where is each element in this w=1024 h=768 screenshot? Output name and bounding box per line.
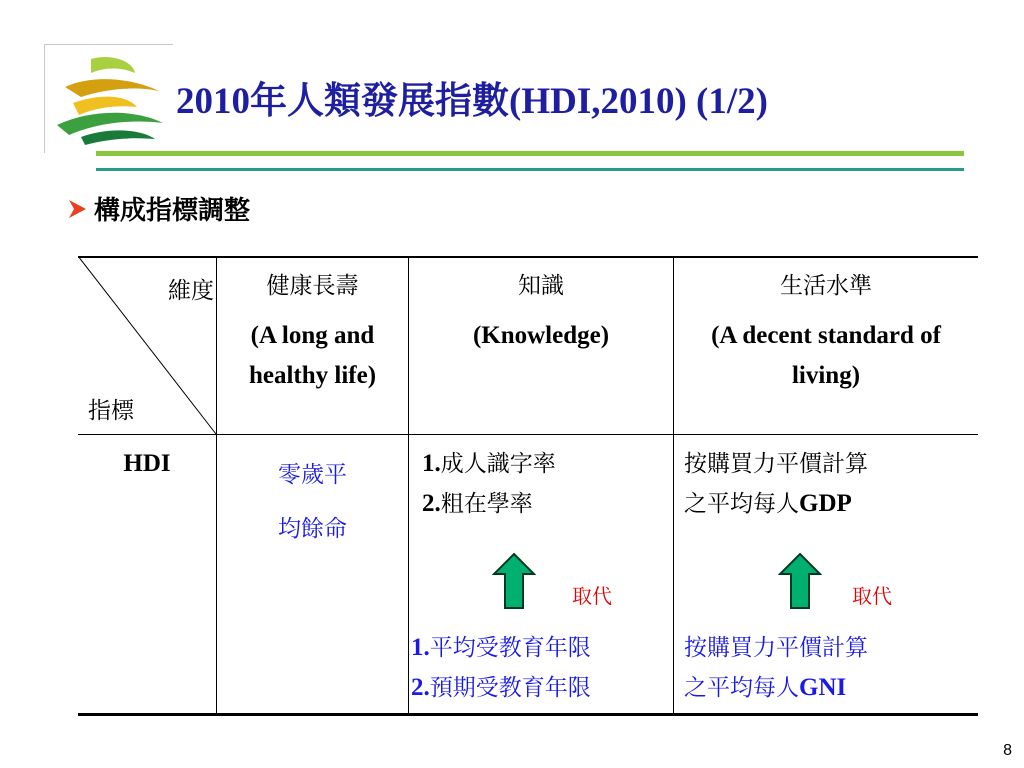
- knowledge-new-indicators: [411, 628, 673, 708]
- divider-green: [96, 151, 964, 156]
- logo: [44, 44, 173, 153]
- bullet-heading: [66, 190, 250, 227]
- up-arrow-icon: [492, 552, 536, 610]
- column-header-health: [217, 270, 408, 396]
- column-header-zh: 知識: [518, 273, 564, 299]
- column-header-zh: 健康長壽: [266, 273, 359, 299]
- knowledge-old-indicators: [422, 444, 672, 524]
- corner-dimension-label: 維度: [168, 278, 214, 304]
- list-item: 2.粗在學率: [422, 490, 533, 517]
- replace-label: 取代: [852, 584, 892, 608]
- living-old-line: 之平均每人GDP: [684, 490, 852, 517]
- bullet-text: 構成指標調整: [94, 196, 251, 226]
- column-header-zh: 生活水準: [780, 273, 872, 299]
- table-bottom-border: [78, 713, 978, 716]
- column-header-en: (A decent standard of living): [711, 322, 941, 389]
- living-new-line: 按購買力平價計算: [684, 635, 868, 661]
- hdi-table: [78, 256, 978, 716]
- health-indicator-line: 均餘命: [278, 516, 347, 542]
- page-number: 8: [1003, 742, 1012, 759]
- divider-teal: [96, 168, 964, 171]
- health-indicator-line: 零歲平: [278, 462, 347, 488]
- logo-icon: [51, 53, 167, 145]
- column-header-living: [674, 270, 978, 396]
- row-label-hdi: HDI: [123, 450, 171, 477]
- living-old-indicator: [684, 444, 976, 524]
- up-arrow-icon: [778, 552, 822, 610]
- column-header-en: (Knowledge): [472, 322, 610, 349]
- living-new-indicator: [684, 628, 976, 708]
- replace-label: 取代: [572, 584, 612, 608]
- list-item: 2.預期受教育年限: [411, 674, 591, 701]
- list-item: 1.成人識字率: [422, 450, 556, 477]
- page-title: 2010年人類發展指數(HDI,2010) (1/2): [176, 81, 768, 122]
- corner-indicator-label: 指標: [88, 398, 134, 424]
- column-header-knowledge: [409, 270, 673, 356]
- health-indicator: [217, 448, 408, 556]
- list-item: 1.平均受教育年限: [411, 634, 591, 661]
- living-new-line: 之平均每人GNI: [684, 674, 847, 701]
- living-old-line: 按購買力平價計算: [684, 451, 868, 477]
- column-header-en: (A long and healthy life): [248, 322, 377, 389]
- bullet-arrow-icon: [66, 198, 88, 220]
